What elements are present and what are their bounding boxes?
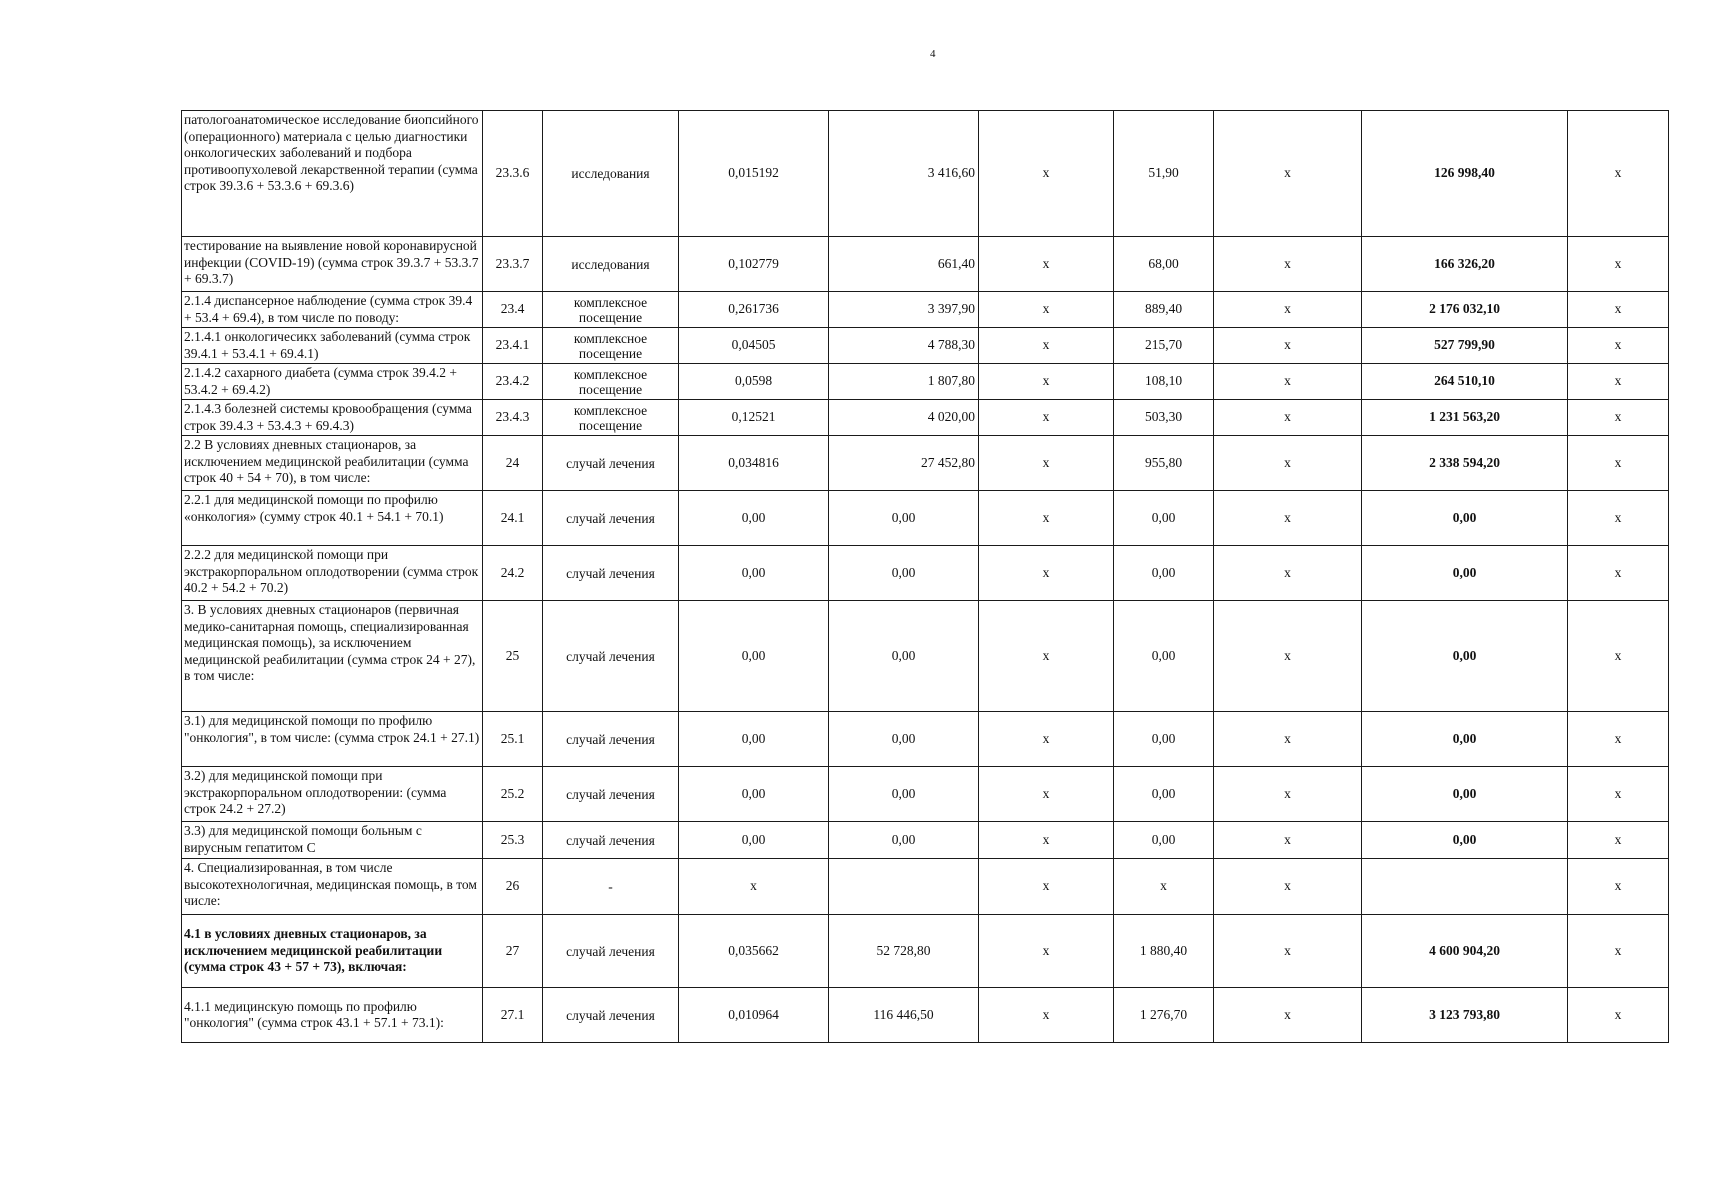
row-col-10: х bbox=[1568, 111, 1669, 237]
row-col-5: 4 788,30 bbox=[829, 328, 979, 364]
table-row bbox=[182, 767, 1669, 822]
row-col-9: 0,00 bbox=[1362, 767, 1568, 822]
row-col-4: 0,0598 bbox=[679, 364, 829, 400]
row-col-7: 0,00 bbox=[1114, 601, 1214, 712]
row-col-7: 503,30 bbox=[1114, 400, 1214, 436]
row-col-8: х bbox=[1214, 436, 1362, 491]
row-col-10: х bbox=[1568, 237, 1669, 292]
row-col-6: х bbox=[979, 400, 1114, 436]
row-col-7: х bbox=[1114, 859, 1214, 915]
row-line-number: 23.3.6 bbox=[483, 111, 543, 237]
row-line-number: 26 bbox=[483, 859, 543, 915]
table-row bbox=[182, 915, 1669, 988]
row-col-7: 889,40 bbox=[1114, 292, 1214, 328]
row-col-6: х bbox=[979, 915, 1114, 988]
row-col-4: х bbox=[679, 859, 829, 915]
row-col-7: 1 880,40 bbox=[1114, 915, 1214, 988]
row-col-10: х bbox=[1568, 400, 1669, 436]
row-name: тестирование на выявление новой коронавирусной инфекции (COVID-19) (сумма строк 39.3.7 + 53.3.7 + 69.3.7) bbox=[182, 237, 483, 292]
row-col-5: 0,00 bbox=[829, 546, 979, 601]
row-col-6: х bbox=[979, 292, 1114, 328]
row-name: патологоанатомическое исследование биопсийного (операционного) материала с целью диагностики онкологических заболеваний и подбора противоопухолевой лекарственной терапии (сумма строк 39.3.6 + 53.3.6 + 69.3.6) bbox=[182, 111, 483, 237]
row-line-number: 27.1 bbox=[483, 988, 543, 1043]
row-col-6: х bbox=[979, 767, 1114, 822]
row-col-7: 0,00 bbox=[1114, 546, 1214, 601]
row-col-5: 27 452,80 bbox=[829, 436, 979, 491]
row-col-7: 1 276,70 bbox=[1114, 988, 1214, 1043]
row-col-4: 0,102779 bbox=[679, 237, 829, 292]
row-col-4: 0,015192 bbox=[679, 111, 829, 237]
row-col-9: 2 338 594,20 bbox=[1362, 436, 1568, 491]
row-line-number: 23.4.3 bbox=[483, 400, 543, 436]
row-col-7: 0,00 bbox=[1114, 822, 1214, 859]
row-col-5: 1 807,80 bbox=[829, 364, 979, 400]
row-unit: случай лечения bbox=[543, 988, 679, 1043]
row-col-4: 0,034816 bbox=[679, 436, 829, 491]
row-col-10: х bbox=[1568, 988, 1669, 1043]
row-name: 2.2 В условиях дневных стационаров, за исключением медицинской реабилитации (сумма строк 40 + 54 + 70), в том числе: bbox=[182, 436, 483, 491]
row-unit: комплексное посещение bbox=[543, 400, 679, 436]
row-col-6: х bbox=[979, 988, 1114, 1043]
row-col-8: х bbox=[1214, 491, 1362, 546]
row-col-5: 0,00 bbox=[829, 767, 979, 822]
row-col-9 bbox=[1362, 859, 1568, 915]
row-col-10: х bbox=[1568, 546, 1669, 601]
table-row bbox=[182, 859, 1669, 915]
row-col-6: х bbox=[979, 712, 1114, 767]
table-row bbox=[182, 364, 1669, 400]
row-col-6: х bbox=[979, 328, 1114, 364]
row-name: 3.1) для медицинской помощи по профилю "онкология", в том числе: (сумма строк 24.1 + 27.1) bbox=[182, 712, 483, 767]
row-col-10: х bbox=[1568, 364, 1669, 400]
row-col-8: х bbox=[1214, 601, 1362, 712]
row-name: 3. В условиях дневных стационаров (первичная медико-санитарная помощь, специализированная медицинская помощь), за исключением медицинской реабилитации (сумма строк 24 + 27), в том числе: bbox=[182, 601, 483, 712]
row-col-6: х bbox=[979, 859, 1114, 915]
row-col-7: 51,90 bbox=[1114, 111, 1214, 237]
row-col-10: х bbox=[1568, 767, 1669, 822]
table-row bbox=[182, 601, 1669, 712]
row-col-10: х bbox=[1568, 859, 1669, 915]
row-line-number: 24.2 bbox=[483, 546, 543, 601]
row-col-5: 3 397,90 bbox=[829, 292, 979, 328]
row-col-8: х bbox=[1214, 767, 1362, 822]
row-line-number: 25.1 bbox=[483, 712, 543, 767]
row-col-5 bbox=[829, 859, 979, 915]
row-unit: случай лечения bbox=[543, 822, 679, 859]
row-line-number: 25.2 bbox=[483, 767, 543, 822]
row-col-8: х bbox=[1214, 400, 1362, 436]
row-col-6: х bbox=[979, 601, 1114, 712]
row-col-9: 1 231 563,20 bbox=[1362, 400, 1568, 436]
row-unit: исследования bbox=[543, 237, 679, 292]
row-col-5: 0,00 bbox=[829, 491, 979, 546]
table-row bbox=[182, 400, 1669, 436]
row-name: 4.1.1 медицинскую помощь по профилю "онкология" (сумма строк 43.1 + 57.1 + 73.1): bbox=[182, 988, 483, 1043]
row-col-8: х bbox=[1214, 988, 1362, 1043]
row-col-9: 126 998,40 bbox=[1362, 111, 1568, 237]
row-col-10: х bbox=[1568, 292, 1669, 328]
row-col-4: 0,035662 bbox=[679, 915, 829, 988]
row-col-9: 166 326,20 bbox=[1362, 237, 1568, 292]
table-row bbox=[182, 822, 1669, 859]
table-row bbox=[182, 988, 1669, 1043]
table-row bbox=[182, 712, 1669, 767]
row-col-9: 0,00 bbox=[1362, 491, 1568, 546]
table-row bbox=[182, 436, 1669, 491]
row-name: 2.1.4.1 онкологичесикх заболеваний (сумма строк 39.4.1 + 53.4.1 + 69.4.1) bbox=[182, 328, 483, 364]
row-unit: случай лечения bbox=[543, 601, 679, 712]
row-name: 3.3) для медицинской помощи больным с вирусным гепатитом С bbox=[182, 822, 483, 859]
row-col-5: 0,00 bbox=[829, 822, 979, 859]
row-col-4: 0,00 bbox=[679, 712, 829, 767]
row-col-4: 0,12521 bbox=[679, 400, 829, 436]
data-table bbox=[181, 110, 1669, 1043]
row-line-number: 23.4 bbox=[483, 292, 543, 328]
row-col-5: 3 416,60 bbox=[829, 111, 979, 237]
row-col-8: х bbox=[1214, 915, 1362, 988]
row-col-8: х bbox=[1214, 546, 1362, 601]
row-col-9: 2 176 032,10 bbox=[1362, 292, 1568, 328]
row-col-5: 661,40 bbox=[829, 237, 979, 292]
row-col-8: х bbox=[1214, 822, 1362, 859]
row-line-number: 24.1 bbox=[483, 491, 543, 546]
row-line-number: 25.3 bbox=[483, 822, 543, 859]
row-line-number: 23.4.2 bbox=[483, 364, 543, 400]
row-name: 3.2) для медицинской помощи при экстракорпоральном оплодотворении: (сумма строк 24.2 + 27.2) bbox=[182, 767, 483, 822]
table-row bbox=[182, 491, 1669, 546]
row-col-9: 0,00 bbox=[1362, 546, 1568, 601]
table-row bbox=[182, 328, 1669, 364]
row-line-number: 27 bbox=[483, 915, 543, 988]
row-col-5: 0,00 bbox=[829, 712, 979, 767]
row-col-9: 0,00 bbox=[1362, 822, 1568, 859]
row-col-10: х bbox=[1568, 822, 1669, 859]
row-col-8: х bbox=[1214, 292, 1362, 328]
row-col-4: 0,00 bbox=[679, 491, 829, 546]
row-unit: комплексное посещение bbox=[543, 328, 679, 364]
row-line-number: 24 bbox=[483, 436, 543, 491]
row-col-4: 0,00 bbox=[679, 767, 829, 822]
row-name: 2.1.4.2 сахарного диабета (сумма строк 39.4.2 + 53.4.2 + 69.4.2) bbox=[182, 364, 483, 400]
row-col-10: х bbox=[1568, 601, 1669, 712]
row-name: 4.1 в условиях дневных стационаров, за исключением медицинской реабилитации (сумма строк 43 + 57 + 73), включая: bbox=[182, 915, 483, 988]
row-col-10: х bbox=[1568, 712, 1669, 767]
row-col-8: х bbox=[1214, 712, 1362, 767]
row-unit: исследования bbox=[543, 111, 679, 237]
row-col-7: 215,70 bbox=[1114, 328, 1214, 364]
row-unit: комплексное посещение bbox=[543, 364, 679, 400]
row-col-8: х bbox=[1214, 859, 1362, 915]
table-row bbox=[182, 292, 1669, 328]
table-row bbox=[182, 546, 1669, 601]
row-col-6: х bbox=[979, 364, 1114, 400]
row-col-9: 264 510,10 bbox=[1362, 364, 1568, 400]
row-col-9: 3 123 793,80 bbox=[1362, 988, 1568, 1043]
row-line-number: 25 bbox=[483, 601, 543, 712]
row-name: 2.1.4.3 болезней системы кровообращения (сумма строк 39.4.3 + 53.4.3 + 69.4.3) bbox=[182, 400, 483, 436]
row-col-6: х bbox=[979, 237, 1114, 292]
row-name: 4. Специализированная, в том числе высокотехнологичная, медицинская помощь, в том числе: bbox=[182, 859, 483, 915]
row-col-8: х bbox=[1214, 237, 1362, 292]
row-col-10: х bbox=[1568, 328, 1669, 364]
row-unit: случай лечения bbox=[543, 915, 679, 988]
row-unit: комплексное посещение bbox=[543, 292, 679, 328]
row-name: 2.2.2 для медицинской помощи при экстракорпоральном оплодотворении (сумма строк 40.2 + 54.2 + 70.2) bbox=[182, 546, 483, 601]
row-unit: случай лечения bbox=[543, 546, 679, 601]
row-col-4: 0,00 bbox=[679, 822, 829, 859]
row-col-4: 0,261736 bbox=[679, 292, 829, 328]
row-col-6: х bbox=[979, 546, 1114, 601]
row-col-8: х bbox=[1214, 328, 1362, 364]
row-unit: случай лечения bbox=[543, 491, 679, 546]
row-col-4: 0,00 bbox=[679, 601, 829, 712]
row-unit: случай лечения bbox=[543, 436, 679, 491]
row-col-6: х bbox=[979, 822, 1114, 859]
row-col-9: 0,00 bbox=[1362, 712, 1568, 767]
row-col-8: х bbox=[1214, 364, 1362, 400]
row-col-9: 0,00 bbox=[1362, 601, 1568, 712]
row-col-7: 108,10 bbox=[1114, 364, 1214, 400]
row-col-5: 0,00 bbox=[829, 601, 979, 712]
row-col-6: х bbox=[979, 436, 1114, 491]
row-unit: - bbox=[543, 859, 679, 915]
page-number: 4 bbox=[930, 48, 936, 60]
table-row bbox=[182, 237, 1669, 292]
row-col-10: х bbox=[1568, 436, 1669, 491]
row-line-number: 23.3.7 bbox=[483, 237, 543, 292]
row-col-4: 0,010964 bbox=[679, 988, 829, 1043]
row-col-7: 0,00 bbox=[1114, 491, 1214, 546]
row-col-8: х bbox=[1214, 111, 1362, 237]
row-col-5: 4 020,00 bbox=[829, 400, 979, 436]
table-row bbox=[182, 111, 1669, 237]
row-col-10: х bbox=[1568, 491, 1669, 546]
row-unit: случай лечения bbox=[543, 767, 679, 822]
row-col-7: 0,00 bbox=[1114, 712, 1214, 767]
row-name: 2.1.4 диспансерное наблюдение (сумма строк 39.4 + 53.4 + 69.4), в том числе по поводу: bbox=[182, 292, 483, 328]
row-col-6: х bbox=[979, 491, 1114, 546]
row-col-5: 116 446,50 bbox=[829, 988, 979, 1043]
row-col-7: 68,00 bbox=[1114, 237, 1214, 292]
row-col-10: х bbox=[1568, 915, 1669, 988]
row-col-7: 955,80 bbox=[1114, 436, 1214, 491]
row-col-9: 527 799,90 bbox=[1362, 328, 1568, 364]
row-col-4: 0,00 bbox=[679, 546, 829, 601]
row-col-6: х bbox=[979, 111, 1114, 237]
row-col-5: 52 728,80 bbox=[829, 915, 979, 988]
row-unit: случай лечения bbox=[543, 712, 679, 767]
row-line-number: 23.4.1 bbox=[483, 328, 543, 364]
row-col-9: 4 600 904,20 bbox=[1362, 915, 1568, 988]
row-col-7: 0,00 bbox=[1114, 767, 1214, 822]
row-name: 2.2.1 для медицинской помощи по профилю «онкология» (сумму строк 40.1 + 54.1 + 70.1) bbox=[182, 491, 483, 546]
row-col-4: 0,04505 bbox=[679, 328, 829, 364]
